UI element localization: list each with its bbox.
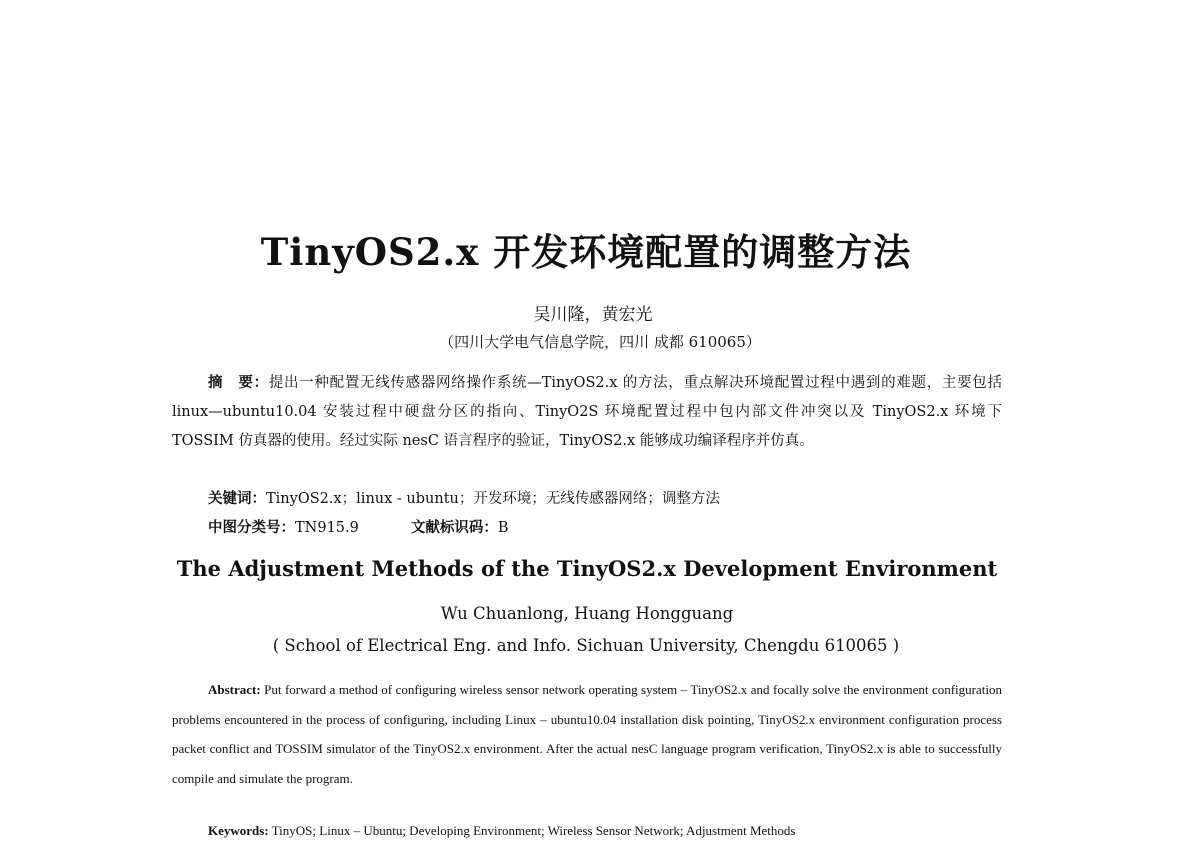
classification-value: TN915.9	[295, 520, 359, 536]
chinese-keywords-text: TinyOS2.x；linux - ubuntu；开发环境；无线传感器网络；调整方法	[266, 491, 720, 507]
english-abstract-label: Abstract:	[208, 682, 261, 697]
english-keywords	[208, 823, 795, 839]
chinese-authors: 吴川隆，黄宏光	[533, 305, 653, 325]
english-title: The Adjustment Methods of the TinyOS2.x Development Environment	[176, 556, 998, 581]
classification-line	[208, 516, 509, 537]
classification-label: 中图分类号：	[208, 519, 295, 536]
chinese-keywords	[208, 487, 720, 508]
chinese-abstract-label: 摘 要：	[208, 374, 269, 391]
chinese-affiliation: （四川大学电气信息学院，四川 成都 610065）	[439, 333, 761, 351]
document-code-label: 文献标识码：	[410, 519, 498, 536]
english-abstract-text: Put forward a method of configuring wireless sensor network operating system – TinyOS2.x and focally solve the environment configuration problems encountered in the process of configuring, including Linux – ubuntu10.04 installation disk pointing, TinyOS2.x environment configuration process packet conflict and TOSSIM simulator of the TinyOS2.x environment. After the actual nesC language program verification, TinyOS2.x is able to successfully compile and simulate the program.	[172, 682, 1002, 786]
english-keywords-text: TinyOS; Linux – Ubuntu; Developing Environment; Wireless Sensor Network; Adjustment Methods	[268, 823, 796, 838]
english-abstract	[172, 675, 1002, 793]
chinese-abstract-text: 提出一种配置无线传感器网络操作系统—TinyOS2.x 的方法，重点解决环境配置过程中遇到的难题，主要包括 linux—ubuntu10.04 安装过程中硬盘分区的指向、TinyO2S 环境配置过程中包内部文件冲突以及 TinyOS2.x 环境下 TOSSIM 仿真器的使用。经过实际 nesC 语言程序的验证，TinyOS2.x 能够成功编译程序并仿真。	[172, 375, 1003, 449]
document-code-value: B	[497, 520, 509, 536]
chinese-title: TinyOS2.x 开发环境配置的调整方法	[260, 230, 912, 274]
english-authors: Wu Chuanlong, Huang Hongguang	[440, 604, 734, 623]
english-keywords-label: Keywords:	[208, 823, 269, 838]
chinese-abstract	[172, 368, 1002, 456]
english-affiliation: ( School of Electrical Eng. and Info. Sichuan University, Chengdu 610065 )	[272, 636, 900, 655]
chinese-keywords-label: 关键词：	[208, 490, 266, 507]
